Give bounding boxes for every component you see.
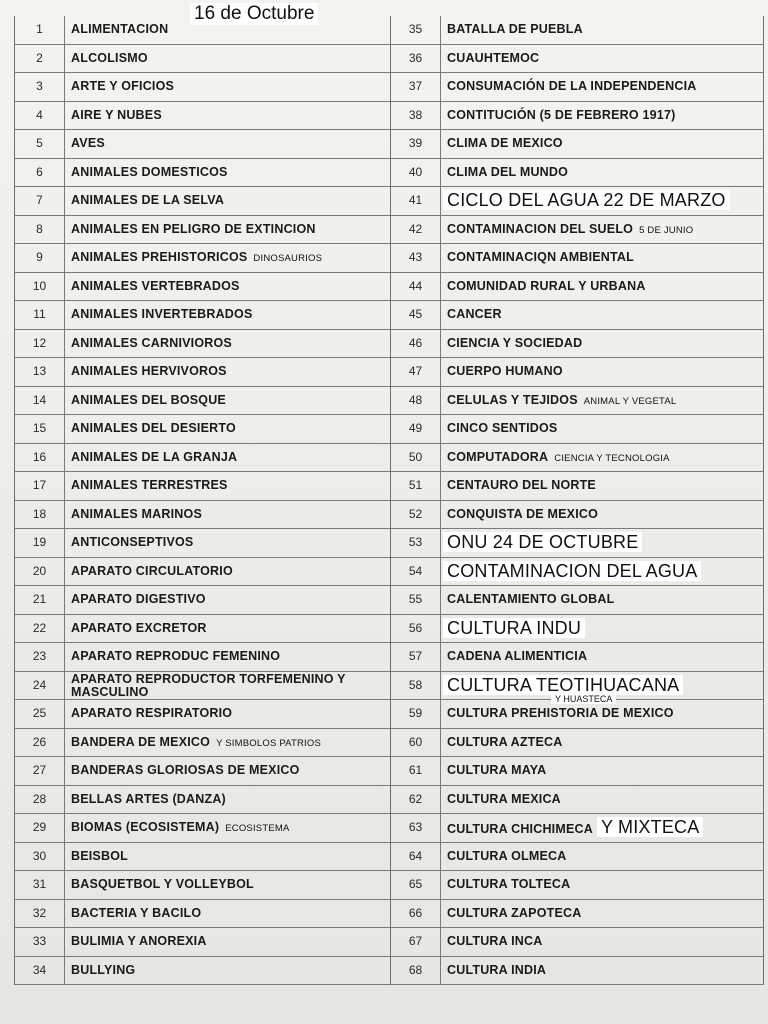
item-name-text: CLIMA DE MEXICO <box>447 136 563 150</box>
item-name-text: ANIMALES CARNIVIOROS <box>71 335 232 350</box>
item-number: 54 <box>391 558 441 586</box>
table-row <box>15 273 390 302</box>
item-name <box>441 928 763 956</box>
item-name <box>441 244 763 272</box>
item-number: 48 <box>391 387 441 415</box>
item-name <box>441 700 763 728</box>
item-name <box>65 900 390 928</box>
item-name-text: CULTURA INDIA <box>447 962 547 977</box>
table-row <box>15 700 390 729</box>
item-number: 28 <box>15 786 65 814</box>
item-number: 39 <box>391 130 441 158</box>
item-name <box>441 900 763 928</box>
item-name <box>441 957 763 985</box>
item-name-text: CULTURA TOLTECA <box>447 877 571 891</box>
item-name <box>65 472 390 500</box>
item-name-text: CALENTAMIENTO GLOBAL <box>447 592 615 606</box>
item-name <box>65 45 390 73</box>
item-name-text: BASQUETBOL Y VOLLEYBOL <box>71 877 254 891</box>
item-number: 37 <box>391 73 441 101</box>
table-row <box>15 358 390 387</box>
item-number: 56 <box>391 615 441 643</box>
item-number: 27 <box>15 757 65 785</box>
item-number: 4 <box>15 102 65 130</box>
item-number: 51 <box>391 472 441 500</box>
item-annotation: Y SIMBOLOS PATRIOS <box>216 737 322 749</box>
table-row <box>15 159 390 188</box>
table-row <box>15 501 390 530</box>
table-row <box>391 643 763 672</box>
item-name <box>65 187 390 215</box>
table-row <box>15 45 390 74</box>
table-row <box>15 957 390 986</box>
item-name-text: CULTURA ZAPOTECA <box>447 905 582 920</box>
item-number: 38 <box>391 102 441 130</box>
table-row <box>391 102 763 131</box>
table-row <box>15 187 390 216</box>
table-row <box>15 786 390 815</box>
table-row <box>391 529 763 558</box>
table-row <box>391 729 763 758</box>
item-annotation-large: Y MIXTECA <box>597 817 704 837</box>
item-number: 26 <box>15 729 65 757</box>
item-name-text: BANDERAS GLORIOSAS DE MEXICO <box>71 763 300 777</box>
item-number: 52 <box>391 501 441 529</box>
item-name-text: BELLAS ARTES (DANZA) <box>71 791 226 806</box>
handwritten-overlay-text: CULTURA INDU <box>443 618 585 638</box>
item-number: 9 <box>15 244 65 272</box>
item-number: 17 <box>15 472 65 500</box>
item-annotation: 5 DE JUNIO <box>639 224 694 236</box>
item-name <box>441 444 763 472</box>
item-number: 19 <box>15 529 65 557</box>
item-name <box>65 615 390 643</box>
item-name-text: APARATO CIRCULATORIO <box>71 563 233 578</box>
item-name-text: ANIMALES VERTEBRADOS <box>71 278 240 293</box>
item-name-text: ANTICONSEPTIVOS <box>71 535 194 549</box>
item-name <box>441 45 763 73</box>
item-name-text: ANIMALES HERVIVOROS <box>71 364 227 378</box>
item-name-text: ALCOLISMO <box>71 50 148 65</box>
item-name-text: BEISBOL <box>71 848 128 863</box>
item-number: 64 <box>391 843 441 871</box>
topic-list-right <box>390 16 764 985</box>
item-number: 3 <box>15 73 65 101</box>
item-number: 40 <box>391 159 441 187</box>
item-number: 6 <box>15 159 65 187</box>
handwritten-overlay-text: CICLO DEL AGUA 22 DE MARZO <box>443 190 730 210</box>
table-row <box>15 73 390 102</box>
item-name-text: CONTAMINACION DEL SUELO <box>447 221 634 236</box>
item-name-text: APARATO RESPIRATORIO <box>71 706 233 720</box>
item-name-text: COMUNIDAD RURAL Y URBANA <box>447 278 646 293</box>
table-row <box>391 130 763 159</box>
item-number: 20 <box>15 558 65 586</box>
item-name <box>441 814 763 842</box>
item-name <box>65 843 390 871</box>
table-row <box>391 757 763 786</box>
item-number: 31 <box>15 871 65 899</box>
item-name-text: BULLYING <box>71 962 136 977</box>
handwritten-overlay-text: CULTURA TEOTIHUACANA <box>443 675 683 695</box>
item-name <box>441 73 763 101</box>
item-number: 25 <box>15 700 65 728</box>
item-name-text: COMPUTADORA <box>447 449 549 464</box>
table-row <box>391 16 763 45</box>
item-name-text: CENTAURO DEL NORTE <box>447 478 596 492</box>
item-name <box>441 387 763 415</box>
item-name-text: CUERPO HUMANO <box>447 364 563 378</box>
topic-list-left <box>14 16 391 985</box>
item-name-text: CANCER <box>447 307 502 321</box>
item-name <box>441 843 763 871</box>
table-row <box>391 330 763 359</box>
item-name <box>441 102 763 130</box>
item-name <box>65 928 390 956</box>
table-row <box>391 273 763 302</box>
item-name-text: ALIMENTACION <box>71 22 169 36</box>
item-name <box>441 615 763 643</box>
table-row <box>15 615 390 644</box>
item-name-text: APARATO REPRODUC FEMENINO <box>71 649 281 663</box>
item-annotation-above: Y HUASTECA <box>551 694 616 704</box>
table-row <box>15 444 390 473</box>
table-row <box>391 45 763 74</box>
item-name <box>65 586 390 614</box>
item-name <box>65 273 390 301</box>
table-row <box>391 501 763 530</box>
table-row <box>391 159 763 188</box>
item-number: 2 <box>15 45 65 73</box>
item-name <box>65 700 390 728</box>
table-row <box>15 643 390 672</box>
item-number: 42 <box>391 216 441 244</box>
item-number: 53 <box>391 529 441 557</box>
item-name-text: CLIMA DEL MUNDO <box>447 164 569 179</box>
item-name <box>65 130 390 158</box>
item-name-text: CULTURA CHICHIMECA <box>447 822 593 836</box>
item-number: 68 <box>391 957 441 985</box>
item-name-text: APARATO DIGESTIVO <box>71 592 206 606</box>
item-name-text: CULTURA PREHISTORIA DE MEXICO <box>447 706 674 720</box>
table-row <box>391 843 763 872</box>
item-name-text: CIENCIA Y SOCIEDAD <box>447 335 583 350</box>
table-row <box>15 529 390 558</box>
item-number: 36 <box>391 45 441 73</box>
item-name-text: ARTE Y OFICIOS <box>71 79 175 93</box>
item-name <box>65 216 390 244</box>
item-number: 10 <box>15 273 65 301</box>
table-row <box>15 814 390 843</box>
item-number: 18 <box>15 501 65 529</box>
item-name <box>441 130 763 158</box>
table-row <box>391 957 763 986</box>
item-number: 15 <box>15 415 65 443</box>
item-name-text: APARATO REPRODUCTOR TORFEMENINO Y MASCULINO <box>71 671 346 699</box>
item-annotation: CIENCIA Y TECNOLOGIA <box>554 452 670 464</box>
item-number: 46 <box>391 330 441 358</box>
item-name <box>441 501 763 529</box>
item-number: 32 <box>15 900 65 928</box>
item-name <box>65 729 390 757</box>
table-row <box>15 928 390 957</box>
item-number: 62 <box>391 786 441 814</box>
item-number: 14 <box>15 387 65 415</box>
table-row <box>391 472 763 501</box>
item-name <box>441 216 763 244</box>
item-name-text: CONQUISTA DE MEXICO <box>447 506 599 521</box>
table-row <box>15 558 390 587</box>
item-number: 55 <box>391 586 441 614</box>
item-name <box>441 159 763 187</box>
table-row <box>15 672 390 701</box>
item-name <box>441 330 763 358</box>
item-name-text: CULTURA MEXICA <box>447 791 561 806</box>
item-annotation: DINOSAURIOS <box>253 253 323 264</box>
item-name-text: CULTURA MAYA <box>447 763 547 777</box>
item-number: 63 <box>391 814 441 842</box>
table-row <box>391 387 763 416</box>
item-name-text: BIOMAS (ECOSISTEMA) <box>71 820 220 834</box>
item-name-text: ANIMALES MARINOS <box>71 506 202 521</box>
item-number: 16 <box>15 444 65 472</box>
item-name-text: ANIMALES DEL DESIERTO <box>71 421 236 435</box>
table-row <box>391 586 763 615</box>
item-name-text: BATALLA DE PUEBLA <box>447 22 583 36</box>
item-name <box>65 501 390 529</box>
item-number: 44 <box>391 273 441 301</box>
item-name <box>441 786 763 814</box>
item-name <box>65 558 390 586</box>
item-number: 12 <box>15 330 65 358</box>
item-name <box>441 273 763 301</box>
item-name <box>65 415 390 443</box>
item-number: 23 <box>15 643 65 671</box>
table-row <box>15 216 390 245</box>
table-row <box>391 187 763 216</box>
table-row <box>15 757 390 786</box>
item-name-text: CUAUHTEMOC <box>447 50 540 65</box>
item-number: 65 <box>391 871 441 899</box>
item-name <box>65 358 390 386</box>
item-name-text: CONTAMINACIQN AMBIENTAL <box>447 250 634 264</box>
item-name <box>441 529 763 557</box>
table-row <box>391 301 763 330</box>
item-name <box>65 529 390 557</box>
item-name <box>441 472 763 500</box>
item-name <box>441 729 763 757</box>
table-row <box>15 871 390 900</box>
item-number: 22 <box>15 615 65 643</box>
item-number: 47 <box>391 358 441 386</box>
item-name <box>441 301 763 329</box>
item-name <box>65 387 390 415</box>
item-name-text: ANIMALES DE LA SELVA <box>71 193 225 207</box>
table-row <box>15 330 390 359</box>
item-name <box>65 871 390 899</box>
item-number: 1 <box>15 16 65 44</box>
item-name-text: CULTURA INCA <box>447 934 543 948</box>
item-name-text: CELULAS Y TEJIDOS <box>447 392 578 407</box>
item-name <box>65 244 390 272</box>
item-number: 5 <box>15 130 65 158</box>
item-name-text: CONSUMACIÓN DE LA INDEPENDENCIA <box>447 79 697 93</box>
item-name <box>65 102 390 130</box>
item-name <box>441 415 763 443</box>
item-number: 13 <box>15 358 65 386</box>
item-name-text: ANIMALES DEL BOSQUE <box>71 392 226 407</box>
item-number: 29 <box>15 814 65 842</box>
item-name <box>65 159 390 187</box>
item-name-text: CONTITUCIÓN (5 DE FEBRERO 1917) <box>447 107 676 122</box>
table-row <box>391 786 763 815</box>
item-name-text: BACTERIA Y BACILO <box>71 905 202 920</box>
item-number: 58 <box>391 672 441 700</box>
item-number: 60 <box>391 729 441 757</box>
item-name <box>441 358 763 386</box>
table-row <box>15 387 390 416</box>
table-row <box>391 244 763 273</box>
item-name <box>65 757 390 785</box>
table-row <box>15 102 390 131</box>
table-row <box>391 928 763 957</box>
table-row <box>391 216 763 245</box>
table-row <box>15 130 390 159</box>
item-name-text: BULIMIA Y ANOREXIA <box>71 934 207 948</box>
table-row <box>391 558 763 587</box>
handwritten-overlay-text: CONTAMINACION DEL AGUA <box>443 561 701 581</box>
item-name-text: AVES <box>71 136 105 150</box>
table-row <box>15 301 390 330</box>
item-name <box>65 301 390 329</box>
table-row <box>391 415 763 444</box>
item-number: 7 <box>15 187 65 215</box>
item-name <box>441 586 763 614</box>
item-number: 30 <box>15 843 65 871</box>
item-number: 67 <box>391 928 441 956</box>
item-name <box>65 672 390 700</box>
item-name <box>441 757 763 785</box>
item-annotation: ECOSISTEMA <box>225 823 290 834</box>
table-row <box>15 415 390 444</box>
table-row <box>391 694 763 729</box>
item-number: 33 <box>15 928 65 956</box>
item-name-text: CULTURA AZTECA <box>447 734 563 749</box>
item-name-text: ANIMALES PREHISTORICOS <box>71 250 248 264</box>
item-number: 66 <box>391 900 441 928</box>
item-name <box>441 871 763 899</box>
item-name <box>65 73 390 101</box>
table-row <box>391 900 763 929</box>
item-name-text: APARATO EXCRETOR <box>71 620 207 635</box>
item-number: 21 <box>15 586 65 614</box>
item-name <box>65 786 390 814</box>
item-number: 59 <box>391 700 441 728</box>
item-name-text: AIRE Y NUBES <box>71 107 162 122</box>
item-name <box>65 643 390 671</box>
table-row <box>15 472 390 501</box>
item-name <box>441 643 763 671</box>
item-number: 41 <box>391 187 441 215</box>
handwritten-overlay-text: ONU 24 DE OCTUBRE <box>443 532 642 552</box>
item-name <box>65 444 390 472</box>
item-name-text: ANIMALES EN PELIGRO DE EXTINCION <box>71 221 316 236</box>
item-number: 61 <box>391 757 441 785</box>
table-row <box>391 615 763 644</box>
item-number: 49 <box>391 415 441 443</box>
item-number: 35 <box>391 16 441 44</box>
item-name-text: BANDERA DE MEXICO <box>71 734 211 749</box>
item-name <box>441 187 763 215</box>
item-name-text: ANIMALES DE LA GRANJA <box>71 449 238 464</box>
table-row <box>391 73 763 102</box>
item-number: 45 <box>391 301 441 329</box>
item-name <box>65 330 390 358</box>
table-row <box>15 729 390 758</box>
item-number: 34 <box>15 957 65 985</box>
item-number: 57 <box>391 643 441 671</box>
item-number: 43 <box>391 244 441 272</box>
item-name-text: ANIMALES TERRESTRES <box>71 478 228 492</box>
table-row <box>15 900 390 929</box>
table-row <box>15 244 390 273</box>
item-name-text: ANIMALES DOMESTICOS <box>71 164 228 179</box>
item-name-text: CADENA ALIMENTICIA <box>447 649 588 663</box>
item-number: 11 <box>15 301 65 329</box>
item-name <box>441 558 763 586</box>
item-name-text: ANIMALES INVERTEBRADOS <box>71 307 253 321</box>
handwritten-date-note: 16 de Octubre <box>190 3 318 25</box>
item-annotation: ANIMAL Y VEGETAL <box>583 395 677 407</box>
item-number: 50 <box>391 444 441 472</box>
item-number: 24 <box>15 672 65 700</box>
table-row <box>391 871 763 900</box>
item-name <box>65 957 390 985</box>
item-name-text: CULTURA OLMECA <box>447 848 567 863</box>
table-row <box>391 444 763 473</box>
table-row <box>391 814 763 843</box>
table-row <box>15 843 390 872</box>
table-row <box>15 586 390 615</box>
table-row <box>391 358 763 387</box>
item-number: 8 <box>15 216 65 244</box>
item-name-text: CINCO SENTIDOS <box>447 421 558 435</box>
item-name <box>441 16 763 44</box>
item-name <box>65 814 390 842</box>
